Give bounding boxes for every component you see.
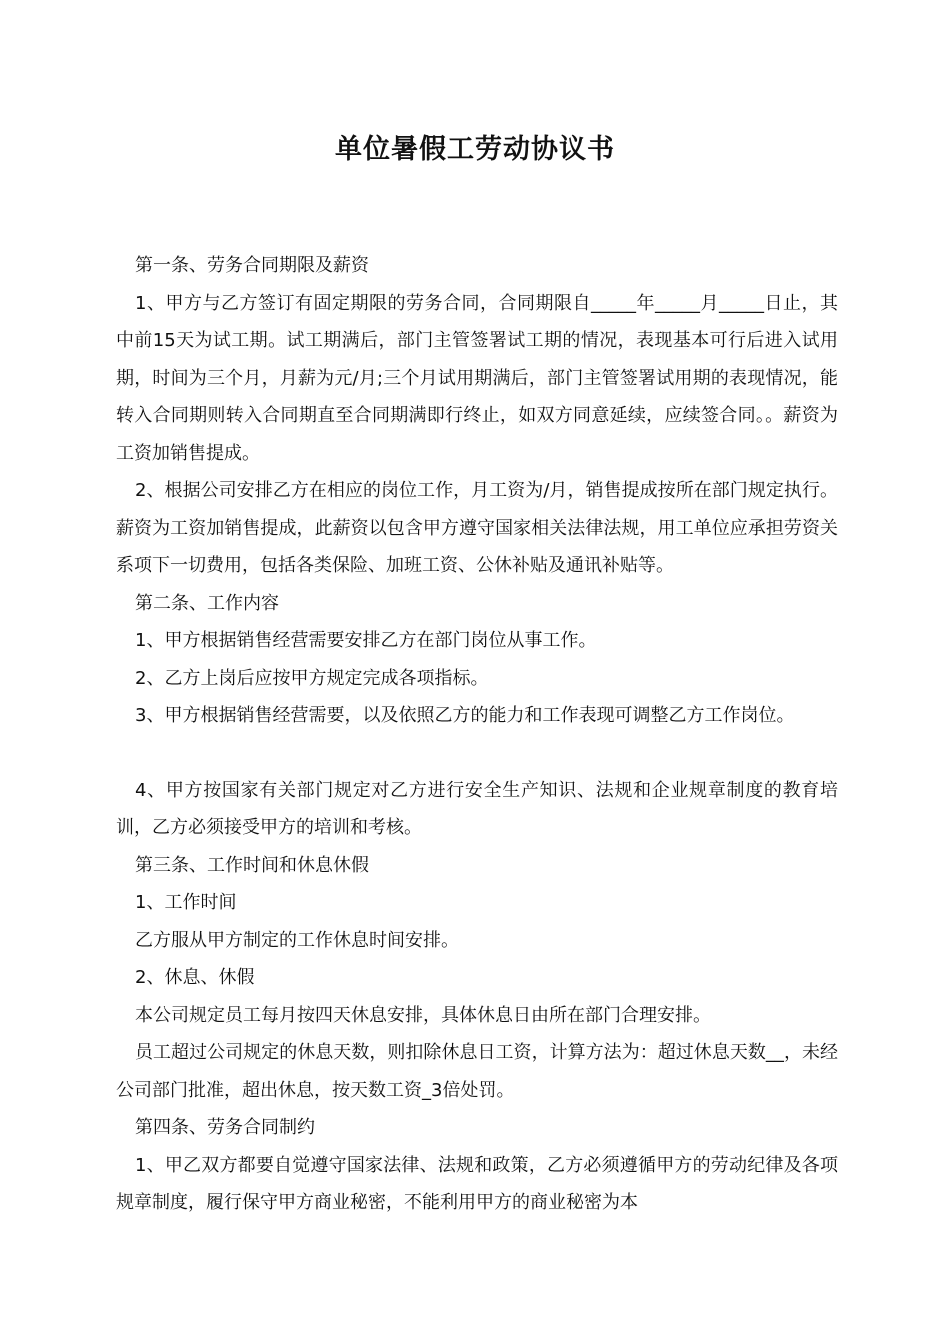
clause-paragraph: 1、甲方与乙方签订有固定期限的劳务合同，合同期限自_____年_____月_____日止，其中前15天为试工期。试工期满后，部门主管签署试工期的情况，表现基本可行后进入试用期，时间为三个月，月薪为元/月;三个月试用期满后，部门主管签署试用期的表现情况，能转入合同期则转入合同期直至合同期满即行终止，如双方同意延续，应续签合同。。薪资为工资加销售提成。 xyxy=(116,292,838,464)
clause-paragraph: 2、乙方上岗后应按甲方规定完成各项指标。 xyxy=(135,667,489,689)
sub-heading: 2、休息、休假 xyxy=(135,967,255,988)
section-heading: 第一条、劳务合同期限及薪资 xyxy=(135,255,369,276)
section-heading: 第四条、劳务合同制约 xyxy=(135,1117,315,1138)
blank-line xyxy=(116,735,838,772)
clause-paragraph: 4、甲方按国家有关部门规定对乙方进行安全生产知识、法规和企业规章制度的教育培训，乙方必须接受甲方的培训和考核。 xyxy=(116,779,838,838)
document-title: 单位暑假工劳动协议书 xyxy=(335,134,615,165)
clause-paragraph: 1、甲方根据销售经营需要安排乙方在部门岗位从事工作。 xyxy=(135,630,597,651)
clause-paragraph: 员工超过公司规定的休息天数，则扣除休息日工资，计算方法为：超过休息天数__，未经公司部门批准，超出休息，按天数工资_3倍处罚。 xyxy=(116,1042,838,1101)
clause-paragraph: 乙方服从甲方制定的工作休息时间安排。 xyxy=(135,929,459,951)
clause-paragraph: 1、甲乙双方都要自觉遵守国家法律、法规和政策，乙方必须遵循甲方的劳动纪律及各项规章制度，履行保守甲方商业秘密，不能利用甲方的商业秘密为本 xyxy=(116,1154,838,1213)
clause-paragraph: 本公司规定员工每月按四天休息安排，具体休息日由所在部门合理安排。 xyxy=(135,1004,711,1026)
document-body xyxy=(116,247,838,1222)
clause-paragraph: 2、根据公司安排乙方在相应的岗位工作，月工资为/月，销售提成按所在部门规定执行。薪资为工资加销售提成，此薪资以包含甲方遵守国家相关法律法规，用工单位应承担劳资关系项下一切费用，包括各类保险、加班工资、公休补贴及通讯补贴等。 xyxy=(116,480,838,576)
section-heading: 第三条、工作时间和休息休假 xyxy=(135,854,369,876)
section-heading: 第二条、工作内容 xyxy=(135,592,279,614)
sub-heading: 1、工作时间 xyxy=(135,892,237,913)
clause-paragraph: 3、甲方根据销售经营需要，以及依照乙方的能力和工作表现可调整乙方工作岗位。 xyxy=(135,705,795,726)
